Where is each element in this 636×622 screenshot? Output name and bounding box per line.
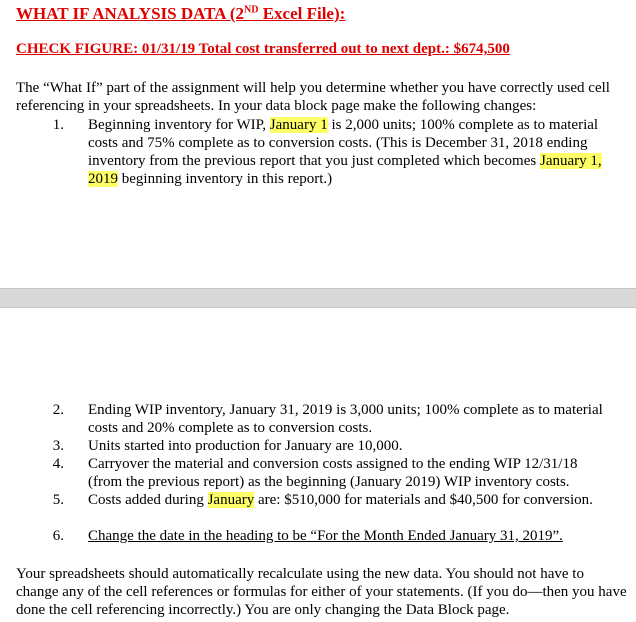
list-number: 3.: [52, 438, 64, 454]
list-text: Units started into production for January are 10,000.: [88, 438, 403, 454]
title-tail: Excel File):: [258, 4, 346, 23]
outro-paragraph: Your spreadsheets should automatically recalculate using the new data. You should not have to change any of the cell references or formulas for either of your statements. (If you do—then you have done the cell referencing incorrectly.) You are only changing the Data Block page.: [16, 566, 627, 618]
list-number: 4.: [52, 456, 64, 472]
list-number: 1.: [52, 117, 64, 133]
list-number: 2.: [52, 402, 64, 418]
highlight-january: January: [207, 492, 255, 508]
title-main: WHAT IF ANALYSIS DATA (2: [16, 4, 244, 23]
page-1: [0, 0, 636, 288]
title-superscript: ND: [243, 4, 259, 16]
list-text: Beginning inventory for WIP, January 1 is 2,000 units; 100% complete as to material costs and 75% complete as to conversion costs. (This is December 31, 2018 ending inventory from the previous report that you just completed which becomes January 1, 2019 beginning inventory in this report.): [88, 117, 602, 187]
list-number: 6.: [52, 528, 64, 544]
list-text: Carryover the material and conversion costs assigned to the ending WIP 12/31/18 (from the previous report) as the beginning (January 2019) WIP inventory costs.: [88, 456, 578, 490]
intro-paragraph: The “What If” part of the assignment will help you determine whether you have correctly used cell referencing in your spreadsheets. In your data block page make the following changes:: [16, 80, 610, 114]
list-text: Ending WIP inventory, January 31, 2019 is 3,000 units; 100% complete as to material costs and 20% complete as to conversion costs.: [88, 402, 603, 436]
highlight-january-1-2019: January 1, 2019: [88, 153, 602, 187]
list-text: Change the date in the heading to be “For the Month Ended January 31, 2019”.: [88, 528, 563, 544]
page-break: [0, 288, 636, 308]
highlight-january-1: January 1: [269, 117, 328, 133]
list-text: Costs added during January are: $510,000 for materials and $40,500 for conversion.: [88, 492, 593, 508]
check-figure: CHECK FIGURE: 01/31/19 Total cost transferred out to next dept.: $674,500: [16, 41, 510, 57]
page-title: [16, 4, 345, 24]
list-number: 5.: [52, 492, 64, 508]
